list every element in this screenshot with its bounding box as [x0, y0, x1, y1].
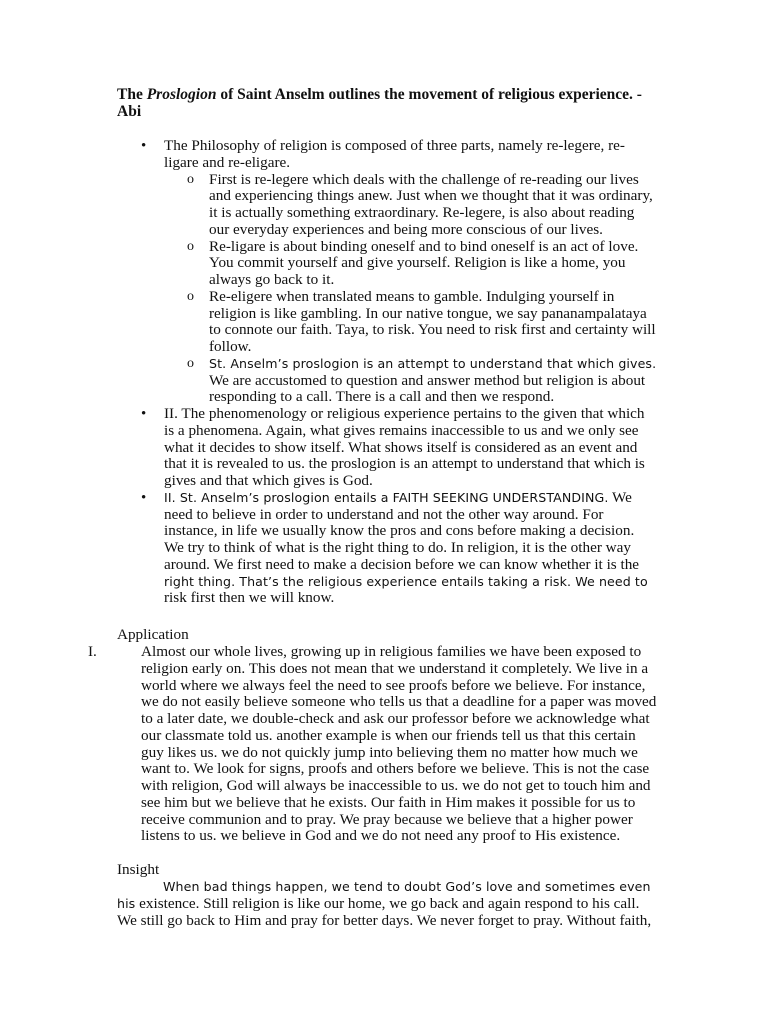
sub-item-re-eligere	[117, 289, 657, 356]
document-title	[117, 86, 657, 120]
sub-item-re-ligare	[117, 239, 657, 289]
bullet-item-faith-seeking	[117, 490, 657, 607]
application-paragraph	[84, 644, 657, 845]
title-rest: of Saint Anselm outlines the movement of religious experience. - Abi	[117, 86, 642, 120]
application-heading: Application	[117, 626, 189, 643]
bullet-text: II. The phenomenology or religious experience pertains to the given that which is a phenomena. Again, what gives remains inaccessible to us and we only see what it decides to show itself. What shows itself is considered as an event and that it is revealed to us. the proslogion is an attempt to understand that which is gives and that which gives is God.	[164, 405, 645, 489]
insight-paragraph	[117, 879, 657, 929]
sub-bullet-symbol: o	[187, 355, 194, 371]
bullet-text-sans-a: II. St. Anselm’s proslogion entails a FAITH SEEKING UNDERSTANDING.	[164, 489, 609, 505]
bullet-text-sans-b: right thing. That’s the religious experience entails taking a risk. We need to	[164, 573, 648, 589]
bullet-item-philosophy	[117, 138, 657, 172]
sub-item-text: Re-eligere when translated means to gamble. Indulging yourself in religion is like gambling. In our native tongue, we say pananampalataya to connote our faith. Taya, to risk. You need to risk first and certainty will follow.	[209, 287, 656, 355]
insight-text-serif: existence. Still religion is like our home, we go back and again respond to his call. We still go back to Him and pray for better days. We never forget to pray. Without faith,	[117, 894, 652, 929]
bullet-symbol: •	[141, 489, 147, 506]
title-prefix: The	[117, 86, 147, 103]
insight-text-sans: When bad things happen, we tend to doubt God’s love and sometimes even his	[117, 879, 651, 911]
bullet-text-serif-a: We need to believe in order to understand and not the other way around. For instance, in life we usually know the pros and cons before making a decision. We try to think of what is the right thing to do. In religion, it is the other way around. We first need to make a decision before we can know whether it is the	[164, 488, 640, 573]
application-text: Almost our whole lives, growing up in religious families we have been exposed to religion early on. This does not mean that we understand it completely. We live in a world where we always feel the need to see proofs before we believe. For instance, we do not easily believe someone who tells us that a deadline for a paper was moved to a later date, we double-check and ask our professor before we acknowledge what our classmate told us. another example is when our friends tell us that this certain guy likes us. we do not quickly jump into believing them no matter how much we want to. We look for signs, proofs and others before we believe. This is not the case with religion, God will always be inaccessible to us. we do not get to touch him and see him but we believe that he exists. Our faith in Him makes it possible for us to receive communion and to pray. We pray because we believe that a higher power listens to us. we believe in God and we do not need any proof to His existence.	[141, 643, 657, 845]
bullet-symbol: •	[141, 138, 147, 154]
title-italic-word: Proslogion	[146, 86, 217, 103]
bullet-symbol: •	[141, 406, 147, 422]
sub-item-re-legere	[117, 172, 657, 239]
bullet-item-phenomenology	[117, 406, 657, 490]
sub-item-text-sans: St. Anselm’s proslogion is an attempt to understand that which gives.	[209, 355, 657, 371]
sub-bullet-symbol: o	[187, 288, 194, 304]
insight-heading: Insight	[117, 861, 160, 878]
bullet-text: The Philosophy of religion is composed of three parts, namely re-legere, re-ligare and re-eligare.	[164, 137, 625, 171]
sub-item-text: First is re-legere which deals with the challenge of re-reading our lives and experiencing things anew. Just when we thought that it was ordinary, it is actually something extraordinary. Re-legere, is also about reading our everyday experiences and being more conscious of our lives.	[209, 170, 653, 238]
application-numeral: I.	[88, 643, 97, 660]
sub-bullet-symbol: o	[187, 238, 194, 254]
sub-item-text: Re-ligare is about binding oneself and to bind oneself is an act of love. You commit yourself and give yourself. Religion is like a home, you always go back to it.	[209, 237, 639, 288]
sub-item-proslogion	[117, 356, 657, 406]
sub-bullet-symbol: o	[187, 171, 194, 187]
bullet-text-serif-b: risk first then we will know.	[164, 589, 335, 607]
bullet-list	[117, 138, 657, 607]
sub-item-text-rest: We are accustomed to question and answer method but religion is about responding to a call. There is a call and then we respond.	[209, 371, 646, 406]
